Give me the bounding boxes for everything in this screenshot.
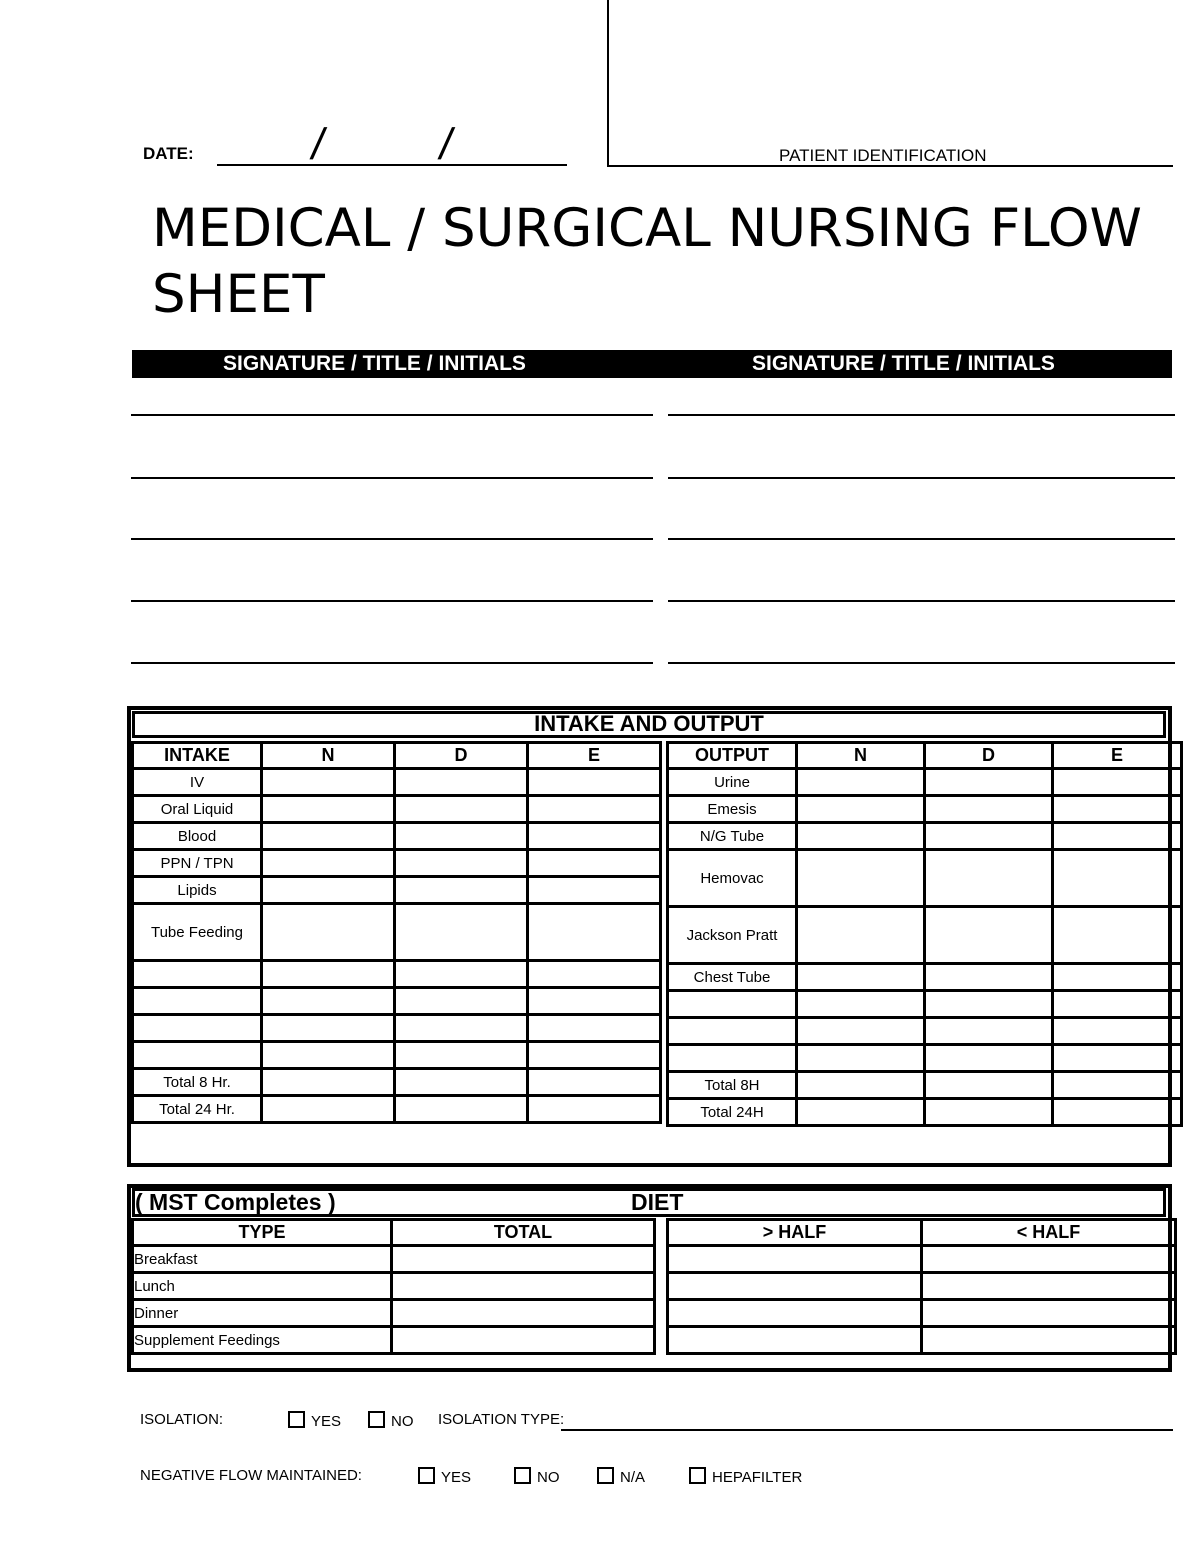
table-row [133,1015,661,1042]
table-row [133,904,661,961]
table-row [133,850,661,877]
entry-cell[interactable] [395,850,528,877]
entry-cell[interactable] [668,1273,922,1300]
entry-cell[interactable] [1053,1099,1182,1126]
entry-cell[interactable] [262,1015,395,1042]
isolation-no-label: NO [391,1413,414,1430]
entry-cell[interactable] [922,1327,1176,1354]
row-label: PPN / TPN [133,850,262,877]
signature-line[interactable] [131,414,653,416]
row-label [668,1018,797,1045]
entry-cell[interactable] [797,1099,925,1126]
signature-line[interactable] [131,600,653,602]
entry-cell[interactable] [395,1096,528,1123]
negative-flow-yes-label: YES [441,1469,472,1486]
isolation-label: ISOLATION: [140,1411,224,1428]
diet-title: DIET [631,1189,684,1215]
entry-cell[interactable] [925,964,1053,991]
entry-cell[interactable] [668,1300,922,1327]
entry-cell[interactable] [668,1246,922,1273]
checkbox-icon [689,1467,706,1484]
entry-cell[interactable] [392,1327,655,1354]
row-label: Lipids [133,877,262,904]
isolation-yes-checkbox[interactable] [288,1411,341,1430]
table-row [668,1327,1176,1354]
entry-cell[interactable] [797,964,925,991]
entry-cell[interactable] [925,850,1053,907]
entry-cell[interactable] [528,1015,661,1042]
column-header: D [395,743,528,769]
entry-cell[interactable] [395,823,528,850]
column-header: OUTPUT [668,743,797,769]
page-title: MEDICAL / SURGICAL NURSING FLOW SHEET [152,198,1142,325]
checkbox-icon [597,1467,614,1484]
table-row [133,1246,655,1273]
diet-portion-table [666,1218,1177,1355]
entry-cell[interactable] [797,1018,925,1045]
entry-cell[interactable] [797,796,925,823]
signature-line[interactable] [131,477,653,479]
entry-cell[interactable] [1053,1018,1182,1045]
entry-cell[interactable] [395,877,528,904]
entry-cell[interactable] [528,988,661,1015]
entry-cell[interactable] [925,991,1053,1018]
entry-cell[interactable] [395,769,528,796]
checkbox-icon [288,1411,305,1428]
intake-table [131,741,662,1124]
negative-flow-row [140,1467,1180,1489]
isolation-type-label: ISOLATION TYPE: [438,1411,565,1428]
signature-line[interactable] [131,662,653,664]
row-label: Supplement Feedings [133,1327,392,1354]
entry-cell[interactable] [528,850,661,877]
row-label: Hemovac [668,850,797,907]
signature-line[interactable] [668,662,1175,664]
row-label [133,1042,262,1069]
table-row [668,1045,1182,1072]
table-row [133,961,661,988]
checkbox-icon [418,1467,435,1484]
table-row [133,988,661,1015]
entry-cell[interactable] [528,823,661,850]
isolation-yes-label: YES [311,1413,342,1430]
table-row [668,1099,1182,1126]
column-header: TOTAL [392,1220,655,1246]
date-separator: / [307,120,329,169]
entry-cell[interactable] [262,988,395,1015]
entry-cell[interactable] [262,850,395,877]
table-row [668,823,1182,850]
negative-flow-yes-checkbox[interactable] [418,1467,471,1486]
signature-line[interactable] [131,538,653,540]
signature-line[interactable] [668,477,1175,479]
column-header: INTAKE [133,743,262,769]
column-header: E [1053,743,1182,769]
entry-cell[interactable] [262,1042,395,1069]
checkbox-icon [514,1467,531,1484]
row-label: N/G Tube [668,823,797,850]
signature-bar [132,350,1172,378]
entry-cell[interactable] [1053,1045,1182,1072]
signature-line[interactable] [668,414,1175,416]
patient-id-label: PATIENT IDENTIFICATION [779,146,987,165]
row-label [668,991,797,1018]
entry-cell[interactable] [528,1069,661,1096]
entry-cell[interactable] [1053,796,1182,823]
table-row [668,1246,1176,1273]
entry-cell[interactable] [797,1045,925,1072]
entry-cell[interactable] [1053,769,1182,796]
table-row [668,964,1182,991]
entry-cell[interactable] [262,769,395,796]
column-header: < HALF [922,1220,1176,1246]
row-label: Dinner [133,1300,392,1327]
table-row [133,1327,655,1354]
table-row [668,991,1182,1018]
entry-cell[interactable] [262,904,395,961]
entry-cell[interactable] [797,769,925,796]
entry-cell[interactable] [1053,964,1182,991]
table-row [133,796,661,823]
entry-cell[interactable] [925,907,1053,964]
patient-id-border [607,0,609,167]
date-field[interactable] [217,164,567,166]
hepafilter-label: HEPAFILTER [712,1469,803,1486]
entry-cell[interactable] [797,907,925,964]
entry-cell[interactable] [797,1072,925,1099]
isolation-type-field[interactable] [561,1429,1173,1431]
date-label: DATE: [143,144,194,163]
row-label: Total 8H [668,1072,797,1099]
signature-line[interactable] [668,600,1175,602]
row-label [133,1015,262,1042]
table-row [133,823,661,850]
table-row [133,1300,655,1327]
entry-cell[interactable] [395,904,528,961]
checkbox-icon [368,1411,385,1428]
diet-type-table [131,1218,656,1355]
hepafilter-checkbox[interactable] [689,1467,802,1486]
row-label: Urine [668,769,797,796]
entry-cell[interactable] [262,1096,395,1123]
row-label: IV [133,769,262,796]
isolation-row [140,1411,1180,1433]
signature-header-right: SIGNATURE / TITLE / INITIALS [752,352,1055,375]
entry-cell[interactable] [528,904,661,961]
entry-cell[interactable] [395,1015,528,1042]
entry-cell[interactable] [925,823,1053,850]
entry-cell[interactable] [925,1072,1053,1099]
entry-cell[interactable] [528,1096,661,1123]
entry-cell[interactable] [262,1069,395,1096]
table-row [133,1273,655,1300]
entry-cell[interactable] [1053,991,1182,1018]
entry-cell[interactable] [797,823,925,850]
signature-line[interactable] [668,538,1175,540]
column-header: N [797,743,925,769]
negative-flow-no-label: NO [537,1469,560,1486]
table-row [668,907,1182,964]
entry-cell[interactable] [668,1327,922,1354]
entry-cell[interactable] [925,1018,1053,1045]
row-label: Total 8 Hr. [133,1069,262,1096]
row-label: Lunch [133,1273,392,1300]
table-row [133,877,661,904]
row-label: Oral Liquid [133,796,262,823]
mst-label: ( MST Completes ) [135,1189,336,1215]
entry-cell[interactable] [528,796,661,823]
entry-cell[interactable] [797,850,925,907]
row-label: Jackson Pratt [668,907,797,964]
entry-cell[interactable] [392,1273,655,1300]
row-label: Emesis [668,796,797,823]
row-label: Total 24H [668,1099,797,1126]
table-row [668,796,1182,823]
entry-cell[interactable] [922,1246,1176,1273]
column-header: D [925,743,1053,769]
table-row [133,1069,661,1096]
entry-cell[interactable] [925,1045,1053,1072]
entry-cell[interactable] [925,796,1053,823]
output-table [666,741,1183,1127]
table-row [668,1300,1176,1327]
entry-cell[interactable] [922,1273,1176,1300]
entry-cell[interactable] [528,1042,661,1069]
entry-cell[interactable] [925,769,1053,796]
table-row [668,769,1182,796]
entry-cell[interactable] [922,1300,1176,1327]
column-header: > HALF [668,1220,922,1246]
negative-flow-na-checkbox[interactable] [597,1467,645,1486]
entry-cell[interactable] [395,1042,528,1069]
entry-cell[interactable] [925,1099,1053,1126]
isolation-no-checkbox[interactable] [368,1411,414,1430]
row-label: Chest Tube [668,964,797,991]
entry-cell[interactable] [528,769,661,796]
negative-flow-label: NEGATIVE FLOW MAINTAINED: [140,1467,362,1484]
row-label: Total 24 Hr. [133,1096,262,1123]
entry-cell[interactable] [797,991,925,1018]
table-row [133,1096,661,1123]
row-label [133,961,262,988]
entry-cell[interactable] [395,1069,528,1096]
row-label: Breakfast [133,1246,392,1273]
entry-cell[interactable] [528,961,661,988]
entry-cell[interactable] [262,796,395,823]
table-row [668,850,1182,907]
negative-flow-na-label: N/A [620,1469,646,1486]
table-row [133,769,661,796]
entry-cell[interactable] [1053,1072,1182,1099]
entry-cell[interactable] [1053,907,1182,964]
row-label [133,988,262,1015]
entry-cell[interactable] [528,877,661,904]
entry-cell[interactable] [262,961,395,988]
entry-cell[interactable] [262,823,395,850]
negative-flow-no-checkbox[interactable] [514,1467,560,1486]
entry-cell[interactable] [1053,823,1182,850]
table-row [668,1018,1182,1045]
table-row [668,1072,1182,1099]
io-title: INTAKE AND OUTPUT [534,711,764,736]
row-label [668,1045,797,1072]
column-header: E [528,743,661,769]
entry-cell[interactable] [395,796,528,823]
row-label: Tube Feeding [133,904,262,961]
entry-cell[interactable] [395,988,528,1015]
column-header: N [262,743,395,769]
table-row [133,1042,661,1069]
date-separator: / [435,120,457,169]
row-label: Blood [133,823,262,850]
entry-cell[interactable] [1053,850,1182,907]
column-header: TYPE [133,1220,392,1246]
table-row [668,1273,1176,1300]
entry-cell[interactable] [392,1300,655,1327]
entry-cell[interactable] [262,877,395,904]
entry-cell[interactable] [395,961,528,988]
signature-header-left: SIGNATURE / TITLE / INITIALS [223,352,526,375]
entry-cell[interactable] [392,1246,655,1273]
